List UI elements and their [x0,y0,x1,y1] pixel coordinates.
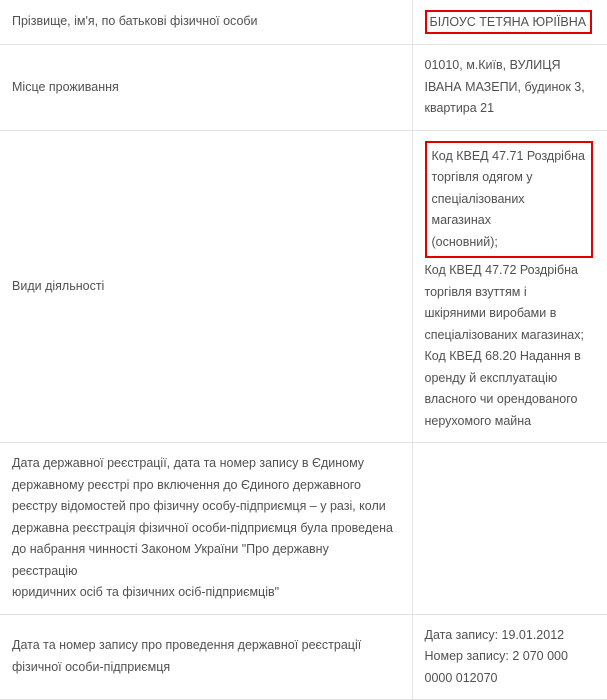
record-line: Номер запису: 2 070 000 [424,649,568,664]
label-line: до набрання чинності Законом України "Про державну реєстрацію [12,542,329,578]
row-label-state-registration-date [0,443,412,615]
activity-line: спеціалізованих магазинах; [424,327,584,342]
activity-line: торгівля взуттям і [424,284,527,299]
label-line: фізичної особи-підприємця [12,659,171,674]
activity-line: Код КВЕД 68.20 Надання в [424,349,581,364]
activity-line: власного чи орендованого [424,392,578,407]
row-value-activities [412,130,607,443]
table-row [0,443,607,615]
activity-line: нерухомого майна [424,413,532,428]
activity-line: Код КВЕД 47.71 Роздрібна [431,148,585,163]
label-line: Дата та номер запису про проведення державної реєстрації [12,638,362,653]
row-label-full-name: Прізвище, ім'я, по батькові фізичної особи [0,0,412,45]
full-name-highlight: БІЛОУС ТЕТЯНА ЮРІЇВНА [425,10,593,34]
residence-line: ІВАНА МАЗЕПИ, будинок 3, [424,79,585,94]
row-value-full-name [412,0,607,45]
table-row [0,0,607,45]
label-line: Дата державної реєстрації, дата та номер запису в Єдиному [12,456,365,471]
row-label-activities: Види діяльності [0,130,412,443]
table-row [0,45,607,131]
row-label-residence: Місце проживання [0,45,412,131]
label-line: державному реєстрі про включення до Єдиного державного [12,477,362,492]
residence-line: квартира 21 [424,101,495,116]
record-line: 0000 012070 [424,670,498,685]
activity-line: шкіряними виробами в [424,306,557,321]
activity-line: Код КВЕД 47.72 Роздрібна [424,263,578,278]
row-value-state-registration-date [412,443,607,615]
row-value-record-date-number [412,614,607,700]
activity-line: оренду й експлуатацію [424,370,558,385]
label-line: державна реєстрація фізичної особи-підприємця була проведена [12,520,393,535]
primary-activity-highlight [425,141,594,259]
label-line: реєстру відомостей про фізичну особу-підприємця – у разі, коли [12,499,386,514]
table-row [0,130,607,443]
row-value-residence [412,45,607,131]
row-label-record-date-number [0,614,412,700]
record-line: Дата запису: 19.01.2012 [424,627,565,642]
label-line: юридичних осіб та фізичних осіб-підприємців" [12,585,280,600]
activity-line: спеціалізованих магазинах [431,191,525,228]
activity-line: торгівля одягом у [431,170,533,185]
activity-line: (основний); [431,234,498,249]
residence-line: 01010, м.Київ, ВУЛИЦЯ [424,58,561,73]
table-row [0,614,607,700]
